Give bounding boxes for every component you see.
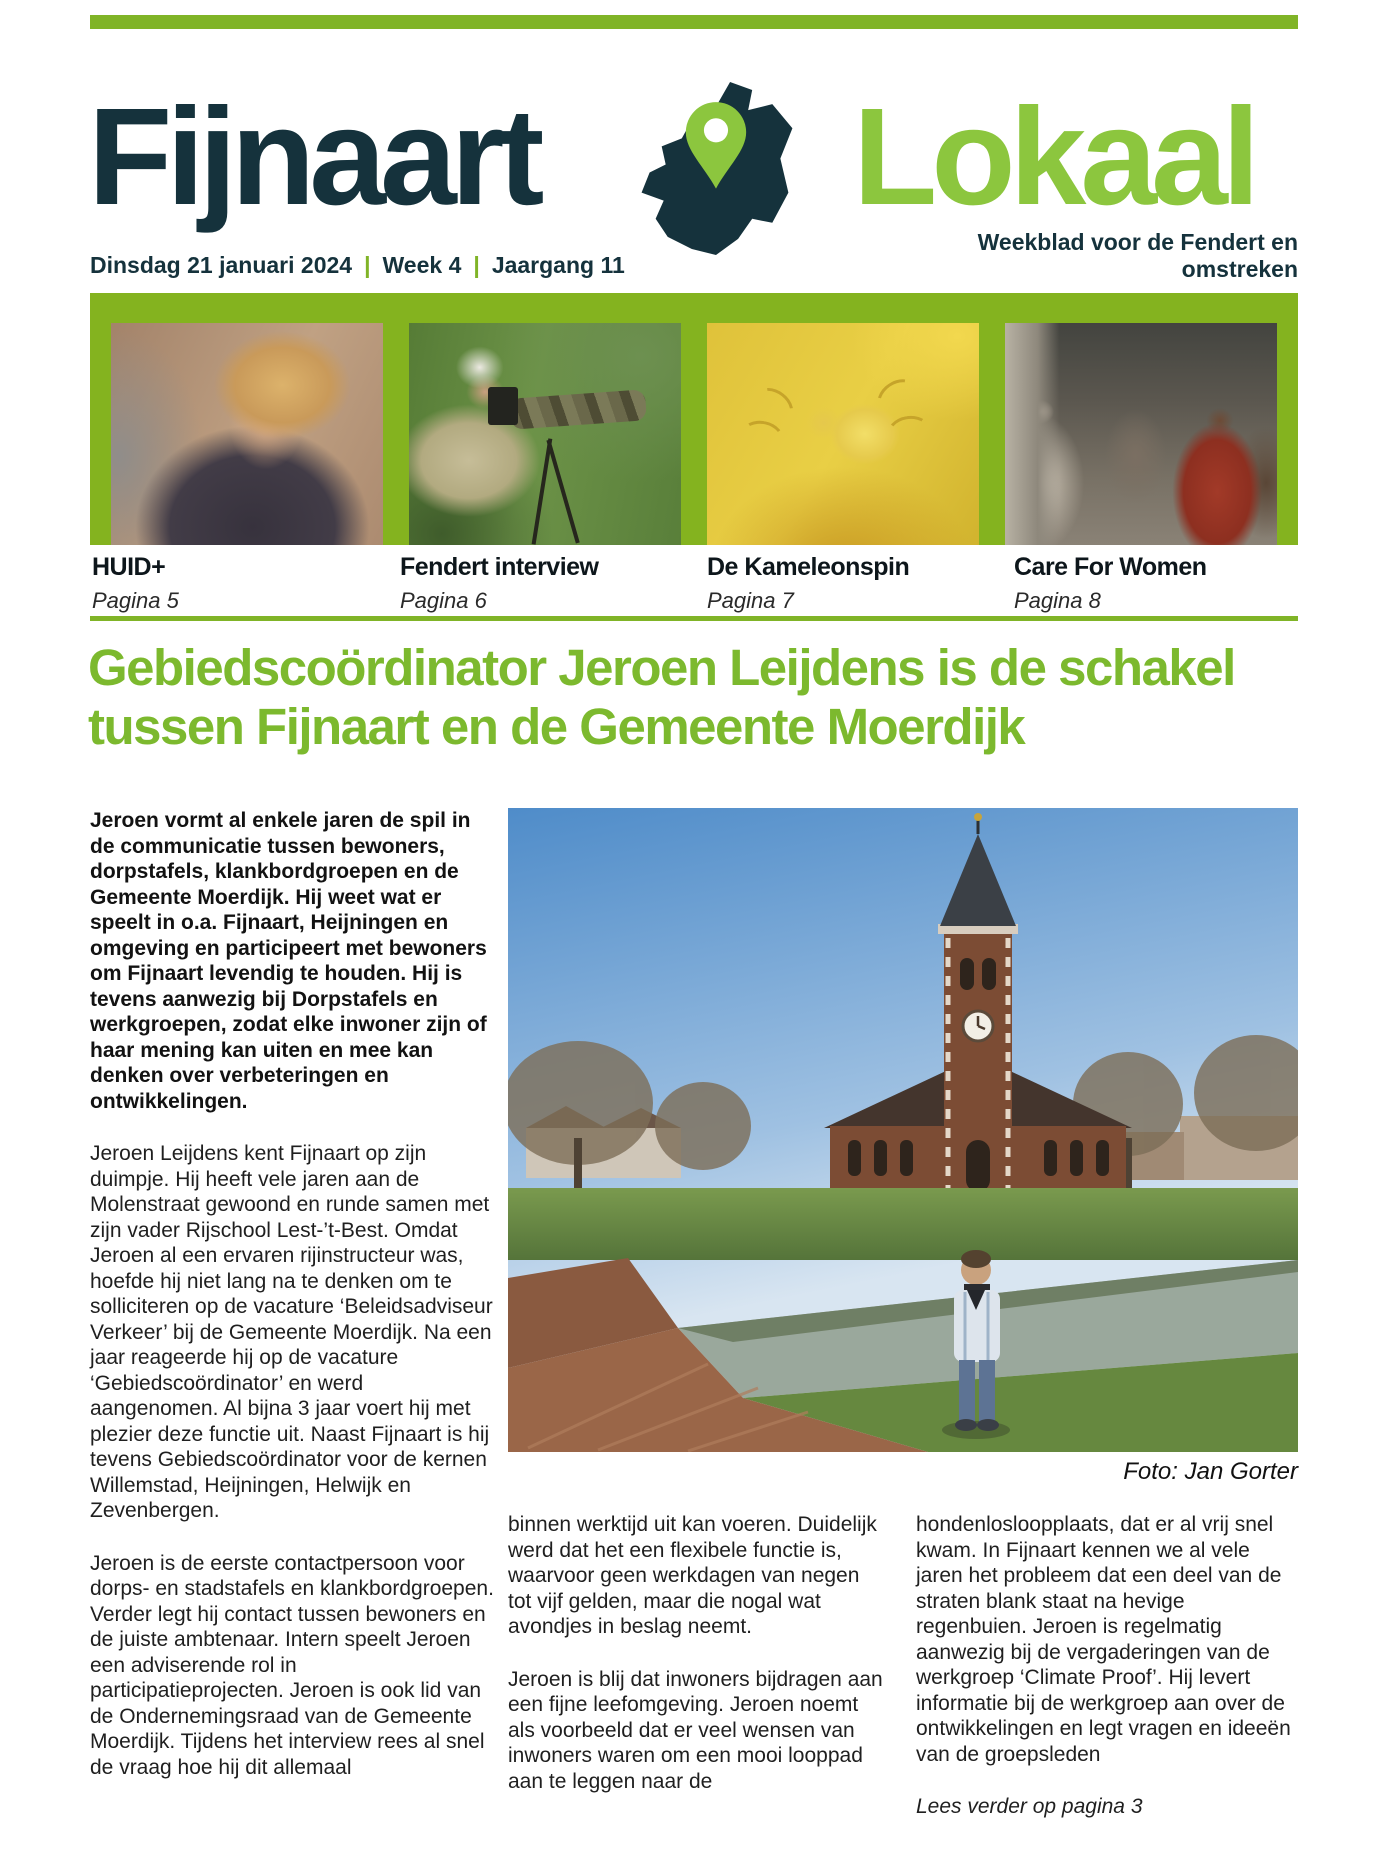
telephoto-lens-shape xyxy=(509,389,647,429)
top-accent-bar xyxy=(90,15,1298,29)
teaser-title: Fendert interview xyxy=(400,553,599,581)
article-left-column xyxy=(90,808,494,1807)
article-paragraph: hondenlosloopplaats, dat er al vrij snel kwam. In Fijnaart kennen we al vele jaren het probleem dat een deel van de straten blank staat na hevige regenbuien. Jeroen is regelmatig aanwezig bij de vergaderingen van de werkgroep ‘Climate Proof’. Hij levert informatie bij de werkgroep aan over de ontwikkelingen en legt vragen en ideeën van de groepsleden xyxy=(916,1513,1291,1766)
dateline-date: Dinsdag 21 januari 2024 xyxy=(90,252,353,278)
headline-line-2: tussen Fijnaart en de Gemeente Moerdijk xyxy=(88,698,1025,755)
masthead-title-fijnaart: Fijnaart xyxy=(88,80,539,234)
teaser-photo-huid xyxy=(111,323,383,545)
camera-shape xyxy=(488,387,518,425)
teaser-caption-huid xyxy=(92,553,364,614)
article-paragraph: Jeroen is blij dat inwoners bijdragen aan een fijne leefomgeving. Jeroen noemt als voorbeeld dat er veel wensen van inwoners waren om een mooi looppad aan te leggen naar de xyxy=(508,1667,883,1793)
photo-credit-caption: Foto: Jan Gorter xyxy=(1123,1458,1298,1485)
teaser-title: De Kameleonspin xyxy=(707,553,910,581)
article-headline xyxy=(88,638,1348,756)
teaser-page: Pagina 7 xyxy=(707,588,794,613)
fijnaart-map-pin-icon xyxy=(628,80,810,256)
teaser-photo-fendert-interview xyxy=(409,323,681,545)
section-divider-rule xyxy=(90,616,1298,621)
teaser-photo-care-for-women xyxy=(1005,323,1277,545)
teaser-page: Pagina 5 xyxy=(92,588,179,613)
article-middle-column xyxy=(508,1512,888,1821)
teaser-title: Care For Women xyxy=(1014,553,1207,581)
article-paragraph: binnen werktijd uit kan voeren. Duidelijk werd dat het een flexibele functie is, waarvoor geen werkdagen van negen tot vijf gelden, maar die nogal wat avondjes in beslag neemt. xyxy=(508,1513,877,1638)
dateline xyxy=(90,252,625,279)
masthead-title-lokaal: Lokaal xyxy=(853,80,1255,234)
article-paragraph: Jeroen is de eerste contactpersoon voor dorps- en stadstafels en klankbordgroepen. Verder legt hij contact tussen bewoners en de juiste ambtenaar. Intern speelt Jeroen een adviserende rol in participatieprojecten. Jeroen is ook lid van de Ondernemingsraad van de Gemeente Moerdijk. Tijdens het interview rees al snel de vraag hoe hij dit allemaal xyxy=(90,1551,494,1779)
teaser-caption-care-for-women xyxy=(1014,553,1286,614)
dateline-volume: Jaargang 11 xyxy=(491,252,625,278)
teaser-caption-fendert-interview xyxy=(400,553,672,614)
tripod-leg-shape xyxy=(547,440,580,544)
dateline-separator: | xyxy=(473,252,480,278)
spider-leg-shape xyxy=(884,413,933,454)
masthead-tagline: Weekblad voor de Fendert en omstreken xyxy=(977,229,1298,282)
tripod-leg-shape xyxy=(531,439,552,545)
article-intro-paragraph: Jeroen vormt al enkele jaren de spil in de communicatie tussen bewoners, dorpstafels, klankbordgroepen en de Gemeente Moerdijk. Hij weet wat er speelt in o.a. Fijnaart, Heijningen en omgeving en participeert met bewoners om Fijnaart levendig te houden. Hij is tevens aanwezig bij Dorpstafels en werkgroepen, zodat elke inwoner zijn of haar mening kan uiten en mee kan denken over verbeteringen en ontwikkelingen. xyxy=(90,809,487,1113)
article-right-column xyxy=(916,1512,1300,1847)
article-paragraph: Jeroen Leijdens kent Fijnaart op zijn duimpje. Hij heeft vele jaren aan de Molenstraat gewoond en runde samen met zijn vader Rijschool Lest-’t-Best. Omdat Jeroen al een ervaren rijinstructeur was, hoefde hij niet lang na te denken om te solliciteren op de vacature ‘Beleidsadviseur Verkeer’ bij de Gemeente Moerdijk. Na een jaar reageerde hij op de vacature ‘Gebiedscoördinator’ en werd aangenomen. Al bijna 3 jaar voert hij met plezier deze functie uit. Naast Fijnaart is hij tevens Gebiedscoördinator voor de kernen Willemstad, Heijningen, Helwijk en Zevenbergen. xyxy=(90,1142,493,1522)
dateline-week: Week 4 xyxy=(382,252,462,278)
article-main-photo-church xyxy=(508,808,1298,1452)
continue-reading-note: Lees verder op pagina 3 xyxy=(916,1795,1143,1818)
teaser-title: HUID+ xyxy=(92,553,166,581)
teaser-photo-kameleonspin xyxy=(707,323,979,545)
teaser-page: Pagina 8 xyxy=(1014,588,1101,613)
teaser-caption-kameleonspin xyxy=(707,553,979,614)
headline-line-1: Gebiedscoördinator Jeroen Leijdens is de schakel xyxy=(88,639,1235,696)
teaser-page: Pagina 6 xyxy=(400,588,487,613)
dateline-separator: | xyxy=(364,252,371,278)
